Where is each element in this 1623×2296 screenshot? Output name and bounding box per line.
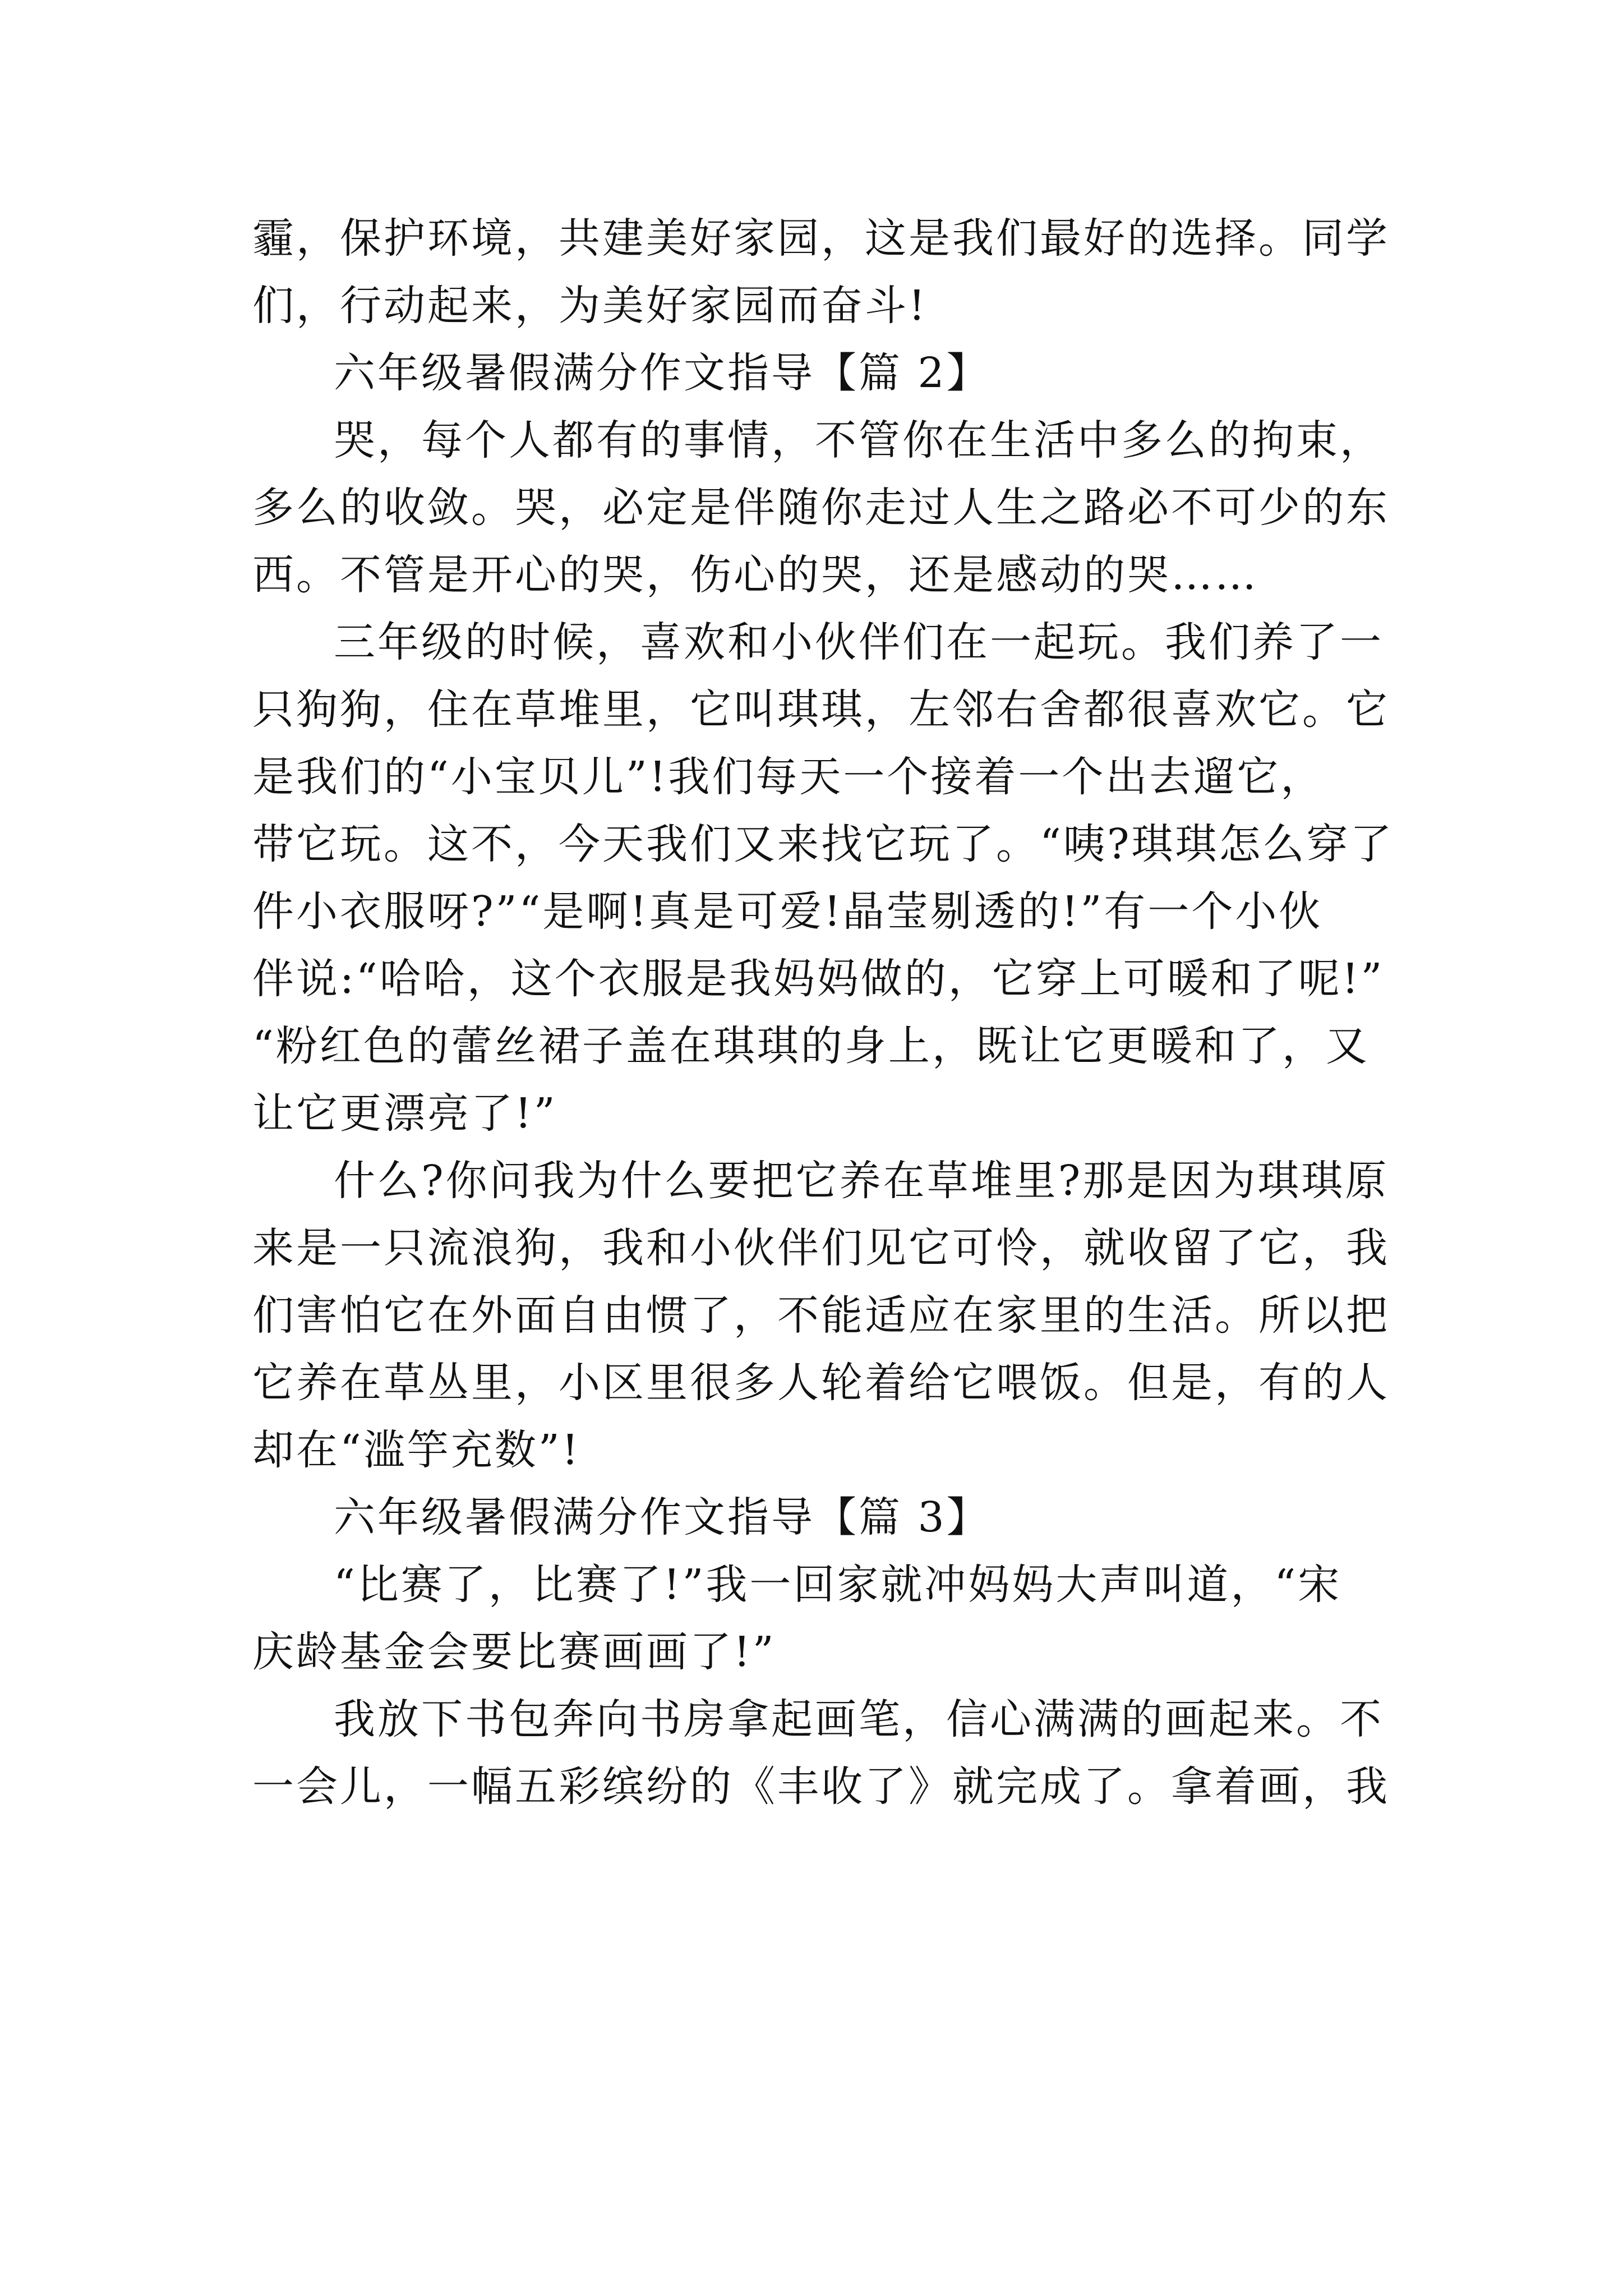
paragraph-line: 只狗狗，住在草堆里，它叫琪琪，左邻右舍都很喜欢它。它 <box>252 685 1390 734</box>
paragraph-line: 霾，保护环境，共建美好家园，这是我们最好的选择。同学 <box>252 214 1390 263</box>
paragraph-line: 庆龄基金会要比赛画画了!” <box>252 1628 776 1676</box>
paragraph-line: 什么?你问我为什么要把它养在草堆里?那是因为琪琪原 <box>334 1157 1389 1205</box>
paragraph-line: 们，行动起来，为美好家园而奋斗! <box>252 282 928 330</box>
paragraph-line: 多么的收敛。哭，必定是伴随你走过人生之路必不可少的东 <box>252 484 1390 532</box>
paragraph-line: 让它更漂亮了!” <box>252 1089 557 1138</box>
paragraph-line: 带它玩。这不，今天我们又来找它玩了。“咦?琪琪怎么穿了 <box>252 820 1394 868</box>
paragraph-line: 一会儿，一幅五彩缤纷的《丰收了》就完成了。拿着画，我 <box>252 1763 1390 1811</box>
section-heading: 六年级暑假满分作文指导【篇 2】 <box>334 349 990 397</box>
paragraph-line: 是我们的“小宝贝儿”!我们每天一个接着一个出去遛它， <box>252 753 1325 801</box>
paragraph-line: 三年级的时候，喜欢和小伙伴们在一起玩。我们养了一 <box>334 618 1384 666</box>
paragraph-line: 哭，每个人都有的事情，不管你在生活中多么的拘束， <box>334 416 1384 464</box>
section-heading: 六年级暑假满分作文指导【篇 3】 <box>334 1493 990 1542</box>
paragraph-line: 西。不管是开心的哭，伤心的哭，还是感动的哭…… <box>252 551 1258 599</box>
paragraph-line: 件小衣服呀?”“是啊!真是可爱!晶莹剔透的!”有一个小伙 <box>252 887 1323 936</box>
paragraph-line: 来是一只流浪狗，我和小伙伴们见它可怜，就收留了它，我 <box>252 1224 1390 1272</box>
paragraph-line: “粉红色的蕾丝裙子盖在琪琪的身上，既让它更暖和了，又 <box>252 1022 1370 1070</box>
paragraph-line: 却在“滥竽充数”! <box>252 1426 581 1474</box>
paragraph-line: “比赛了，比赛了!”我一回家就冲妈妈大声叫道，“宋 <box>334 1561 1342 1609</box>
paragraph-line: 们害怕它在外面自由惯了，不能适应在家里的生活。所以把 <box>252 1291 1390 1340</box>
paragraph-line: 我放下书包奔向书房拿起画笔，信心满满的画起来。不 <box>334 1695 1384 1743</box>
paragraph-line: 它养在草丛里，小区里很多人轮着给它喂饭。但是，有的人 <box>252 1359 1390 1407</box>
paragraph-line: 伴说:“哈哈，这个衣服是我妈妈做的，它穿上可暖和了呢!” <box>252 955 1385 1003</box>
